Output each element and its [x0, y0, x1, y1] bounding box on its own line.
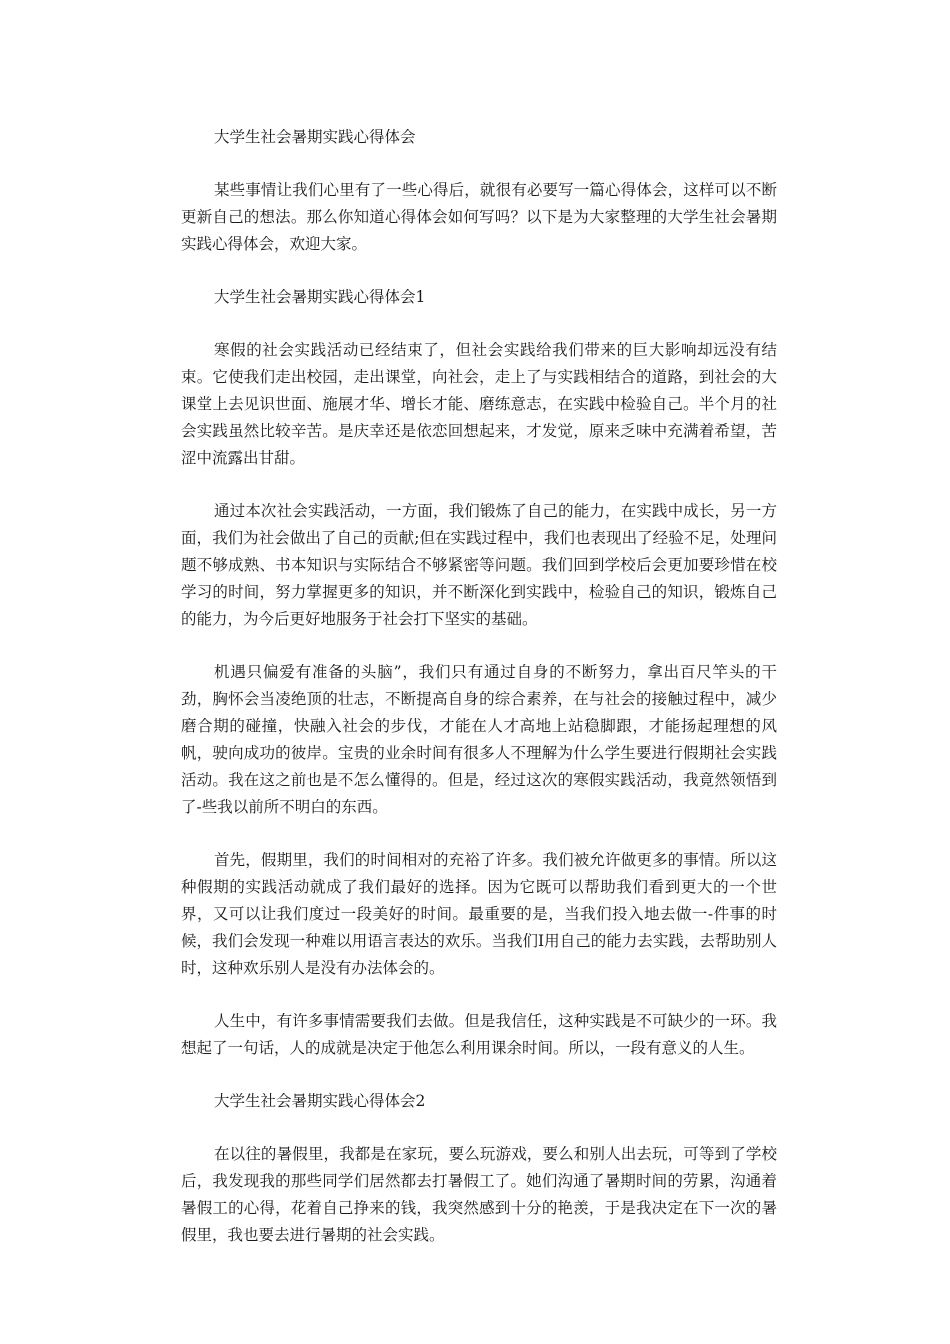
section-1-paragraph-5: 人生中，有许多事情需要我们去做。但是我信任，这种实践是不可缺少的一环。我想起了一句话，人的成就是决定于他怎么利用课余时间。所以，一段有意义的人生。 — [181, 1012, 777, 1057]
document-body — [181, 124, 777, 1275]
section-1-paragraph-3: 机遇只偏爱有准备的头脑”，我们只有通过自身的不断努力，拿出百尺竿头的干劲，胸怀会当凌绝顶的壮志，不断提高自身的综合素养，在与社会的接触过程中，减少磨合期的碰撞，快融入社会的步伐，才能在人才高地上站稳脚跟，才能扬起理想的风帆，驶向成功的彼岸。宝贵的业余时间有很多人不理解为什么学生要进行假期社会实践活动。我在这之前也是不怎么懂得的。但是，经过这次的寒假实践活动，我竟然领悟到了-些我以前所不明白的东西。 — [181, 663, 777, 816]
intro-paragraph: 某些事情让我们心里有了一些心得后，就很有必要写一篇心得体会，这样可以不断更新自己的想法。那么你知道心得体会如何写吗？以下是为大家整理的大学生社会暑期实践心得体会，欢迎大家。 — [181, 181, 777, 253]
section-1-heading: 大学生社会暑期实践心得体会1 — [214, 288, 426, 306]
section-1-paragraph-1: 寒假的社会实践活动已经结束了，但社会实践给我们带来的巨大影响却远没有结束。它使我们走出校园，走出课堂，向社会，走上了与实践相结合的道路，到社会的大课堂上去见识世面、施展才华、增长才能、磨练意志，在实践中检验自己。半个月的社会实践虽然比较辛苦。是庆幸还是依恋回想起来，才发觉，原来乏味中充满着希望，苦涩中流露出甘甜。 — [181, 341, 777, 467]
section-2-paragraph-1: 在以往的暑假里，我都是在家玩，要么玩游戏，要么和别人出去玩，可等到了学校后，我发现我的那些同学们居然都去打暑假工了。她们沟通了暑期时间的劳累，沟通着暑假工的心得，花着自己挣来的钱，我突然感到十分的艳羡，于是我决定在下一次的暑假里，我也要去进行暑期的社会实践。 — [181, 1145, 777, 1244]
section-1-paragraph-4: 首先，假期里，我们的时间相对的充裕了许多。我们被允许做更多的事情。所以这种假期的实践活动就成了我们最好的选择。因为它既可以帮助我们看到更大的一个世界，又可以让我们度过一段美好的时间。最重要的是，当我们投入地去做一-件事的时候，我们会发现一种难以用语言表达的欢乐。当我们I用自己的能力去实践，去帮助别人时，这种欢乐别人是没有办法体会的。 — [181, 851, 777, 977]
section-2-heading: 大学生社会暑期实践心得体会2 — [214, 1092, 426, 1110]
document-title: 大学生社会暑期实践心得体会 — [214, 128, 416, 146]
section-1-paragraph-2: 通过本次社会实践活动，一方面，我们锻炼了自己的能力，在实践中成长，另一方面，我们为社会做出了自己的贡献;但在实践过程中，我们也表现出了经验不足，处理问题不够成熟、书本知识与实际结合不够紧密等问题。我们回到学校后会更加要珍惜在校学习的时间，努力掌握更多的知识，并不断深化到实践中，检验自己的知识，锻炼自己的能力，为今后更好地服务于社会打下坚实的基础。 — [181, 502, 777, 628]
